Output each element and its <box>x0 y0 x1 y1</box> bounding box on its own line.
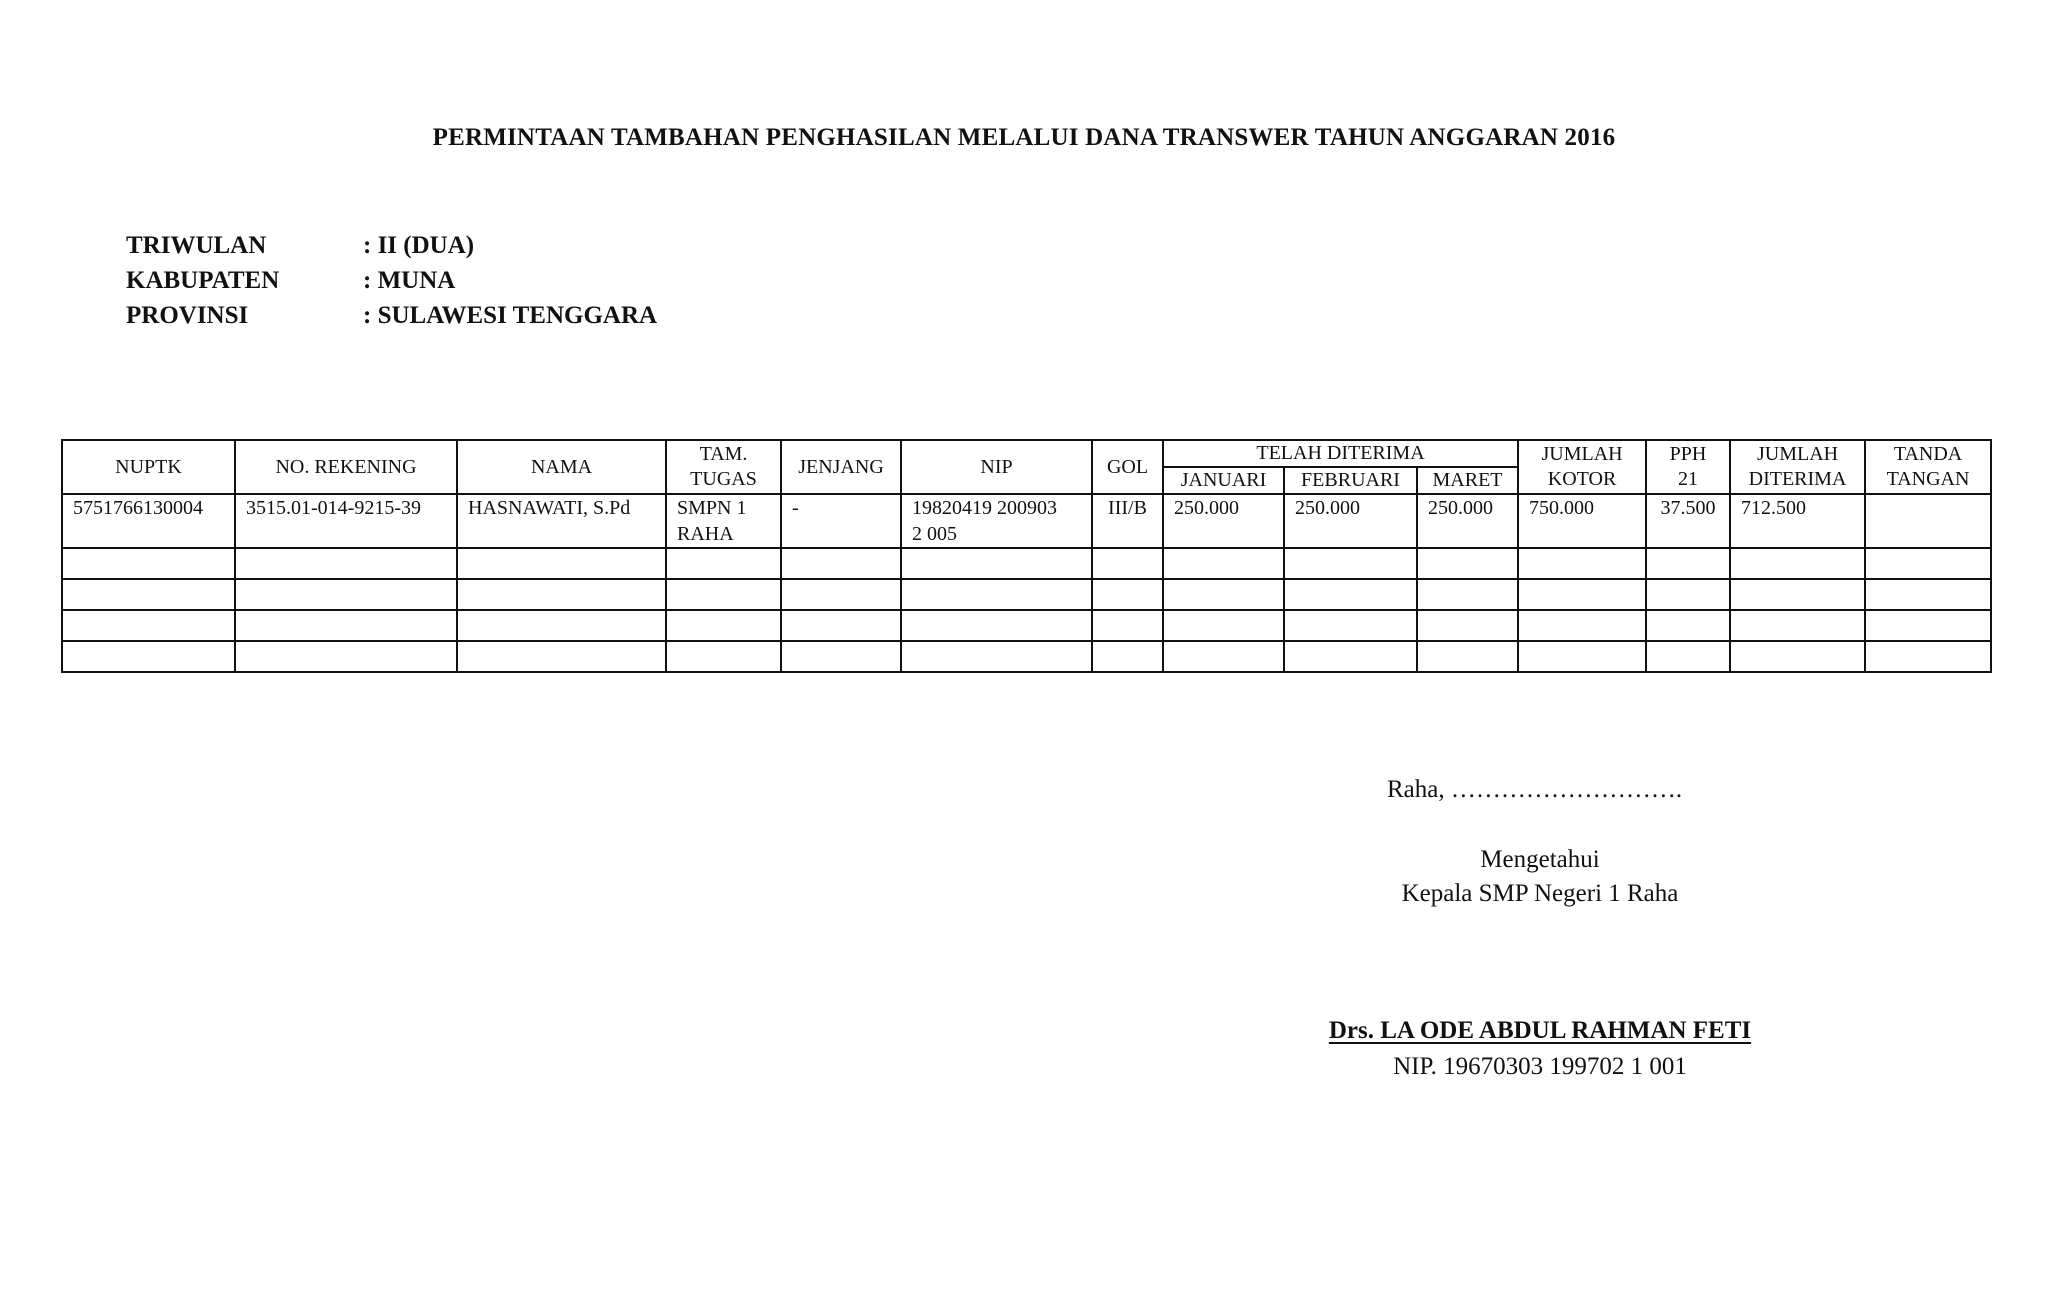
empty-cell <box>1092 548 1163 579</box>
empty-cell <box>1730 641 1865 672</box>
empty-cell <box>62 579 235 610</box>
empty-cell <box>62 641 235 672</box>
cell-tam-tugas-line2: RAHA <box>677 523 734 545</box>
meta-row-provinsi <box>126 298 657 333</box>
empty-cell <box>1417 641 1518 672</box>
cell-pph: 37.500 <box>1646 494 1730 548</box>
empty-cell <box>1518 579 1646 610</box>
header-maret: MARET <box>1417 467 1518 494</box>
signatory-name: Drs. LA ODE ABDUL RAHMAN FETI <box>1328 1017 1752 1044</box>
empty-cell <box>1284 641 1417 672</box>
empty-cell <box>1092 579 1163 610</box>
empty-cell <box>666 548 781 579</box>
cell-maret: 250.000 <box>1417 494 1518 548</box>
header-telah-diterima: TELAH DITERIMA <box>1163 440 1518 467</box>
header-jumlah-diterima <box>1730 440 1865 494</box>
empty-cell <box>1417 610 1518 641</box>
empty-cell <box>1518 610 1646 641</box>
empty-cell <box>235 641 457 672</box>
empty-cell <box>1284 579 1417 610</box>
empty-cell <box>1730 610 1865 641</box>
header-pph-line1: PPH <box>1669 443 1707 465</box>
table-row <box>62 494 1991 548</box>
header-tanda-tangan-line2: TANGAN <box>1886 468 1970 490</box>
empty-cell <box>1163 610 1284 641</box>
meta-row-triwulan <box>126 228 657 263</box>
empty-cell <box>1730 548 1865 579</box>
header-gol: GOL <box>1092 440 1163 494</box>
header-jumlah-kotor <box>1518 440 1646 494</box>
cell-februari: 250.000 <box>1284 494 1417 548</box>
cell-gol: III/B <box>1092 494 1163 548</box>
empty-cell <box>1092 610 1163 641</box>
header-tam-tugas <box>666 440 781 494</box>
empty-cell <box>62 610 235 641</box>
table-row-empty <box>62 610 1991 641</box>
header-jenjang: JENJANG <box>781 440 901 494</box>
empty-cell <box>1865 548 1991 579</box>
empty-cell <box>901 610 1092 641</box>
cell-tam-tugas <box>666 494 781 548</box>
header-tanda-tangan-line1: TANDA <box>1893 443 1963 465</box>
cell-nuptk: 5751766130004 <box>62 494 235 548</box>
empty-cell <box>666 641 781 672</box>
header-rekening: NO. REKENING <box>235 440 457 494</box>
cell-tanda-tangan[interactable] <box>1865 494 1991 548</box>
empty-cell <box>457 641 666 672</box>
header-februari: FEBRUARI <box>1284 467 1417 494</box>
signatory-nip: NIP. 19670303 199702 1 001 <box>1393 1053 1687 1080</box>
empty-cell <box>235 548 457 579</box>
empty-cell <box>1163 579 1284 610</box>
empty-cell <box>1284 610 1417 641</box>
cell-tam-tugas-line1: SMPN 1 <box>677 497 747 519</box>
empty-cell <box>1646 641 1730 672</box>
empty-cell <box>457 579 666 610</box>
empty-cell <box>781 610 901 641</box>
header-januari: JANUARI <box>1163 467 1284 494</box>
meta-label-triwulan: TRIWULAN <box>126 232 267 259</box>
empty-cell <box>1092 641 1163 672</box>
cell-jenjang: - <box>781 494 901 548</box>
empty-cell <box>457 548 666 579</box>
meta-label-provinsi: PROVINSI <box>126 302 249 329</box>
header-pph-line2: 21 <box>1678 468 1699 490</box>
payment-table-wrapper <box>61 439 1992 673</box>
meta-label-kabupaten: KABUPATEN <box>126 267 280 294</box>
place-date-line: Raha, ………………………. <box>1387 776 1683 803</box>
empty-cell <box>1417 548 1518 579</box>
header-jumlah-diterima-line1: JUMLAH <box>1756 443 1839 465</box>
acknowledged-label: Mengetahui <box>1480 846 1600 873</box>
header-tanda-tangan <box>1865 440 1991 494</box>
header-jumlah-diterima-line2: DITERIMA <box>1748 468 1847 490</box>
empty-cell <box>1865 610 1991 641</box>
meta-value-triwulan: : II (DUA) <box>363 232 475 259</box>
cell-rekening: 3515.01-014-9215-39 <box>235 494 457 548</box>
empty-cell <box>901 548 1092 579</box>
empty-cell <box>1417 579 1518 610</box>
header-tam-tugas-line2: TUGAS <box>690 468 757 490</box>
empty-cell <box>1646 610 1730 641</box>
cell-jumlah-diterima: 712.500 <box>1730 494 1865 548</box>
table-row-empty <box>62 579 1991 610</box>
header-pph <box>1646 440 1730 494</box>
empty-cell <box>1730 579 1865 610</box>
meta-value-kabupaten: : MUNA <box>363 267 456 294</box>
empty-cell <box>1865 579 1991 610</box>
cell-jumlah-kotor: 750.000 <box>1518 494 1646 548</box>
empty-cell <box>901 641 1092 672</box>
empty-cell <box>781 548 901 579</box>
header-nama: NAMA <box>457 440 666 494</box>
header-row-top <box>62 440 1991 467</box>
empty-cell <box>1284 548 1417 579</box>
table-row-empty <box>62 641 1991 672</box>
empty-cell <box>781 579 901 610</box>
header-nip: NIP <box>901 440 1092 494</box>
meta-value-provinsi: : SULAWESI TENGGARA <box>363 302 658 329</box>
header-nuptk: NUPTK <box>62 440 235 494</box>
empty-cell <box>1518 641 1646 672</box>
cell-nip-line1: 19820419 200903 <box>912 497 1057 519</box>
empty-cell <box>235 579 457 610</box>
document-title: PERMINTAAN TAMBAHAN PENGHASILAN MELALUI DANA TRANSWER TAHUN ANGGARAN 2016 <box>432 124 1616 151</box>
header-jumlah-kotor-line1: JUMLAH <box>1541 443 1623 465</box>
payment-table <box>61 439 1992 673</box>
cell-nip-line2: 2 005 <box>912 523 957 545</box>
empty-cell <box>1518 548 1646 579</box>
empty-cell <box>901 579 1092 610</box>
signatory-position: Kepala SMP Negeri 1 Raha <box>1401 880 1679 907</box>
empty-cell <box>235 610 457 641</box>
empty-cell <box>666 579 781 610</box>
empty-cell <box>666 610 781 641</box>
empty-cell <box>1865 641 1991 672</box>
empty-cell <box>781 641 901 672</box>
document-meta <box>126 228 657 333</box>
empty-cell <box>1163 548 1284 579</box>
empty-cell <box>457 610 666 641</box>
cell-januari: 250.000 <box>1163 494 1284 548</box>
empty-cell <box>62 548 235 579</box>
meta-row-kabupaten <box>126 263 657 298</box>
cell-nip <box>901 494 1092 548</box>
table-row-empty <box>62 548 1991 579</box>
header-tam-tugas-line1: TAM. <box>699 443 748 465</box>
empty-cell <box>1646 579 1730 610</box>
header-jumlah-kotor-line2: KOTOR <box>1547 468 1617 490</box>
empty-cell <box>1646 548 1730 579</box>
cell-nama: HASNAWATI, S.Pd <box>457 494 666 548</box>
empty-cell <box>1163 641 1284 672</box>
